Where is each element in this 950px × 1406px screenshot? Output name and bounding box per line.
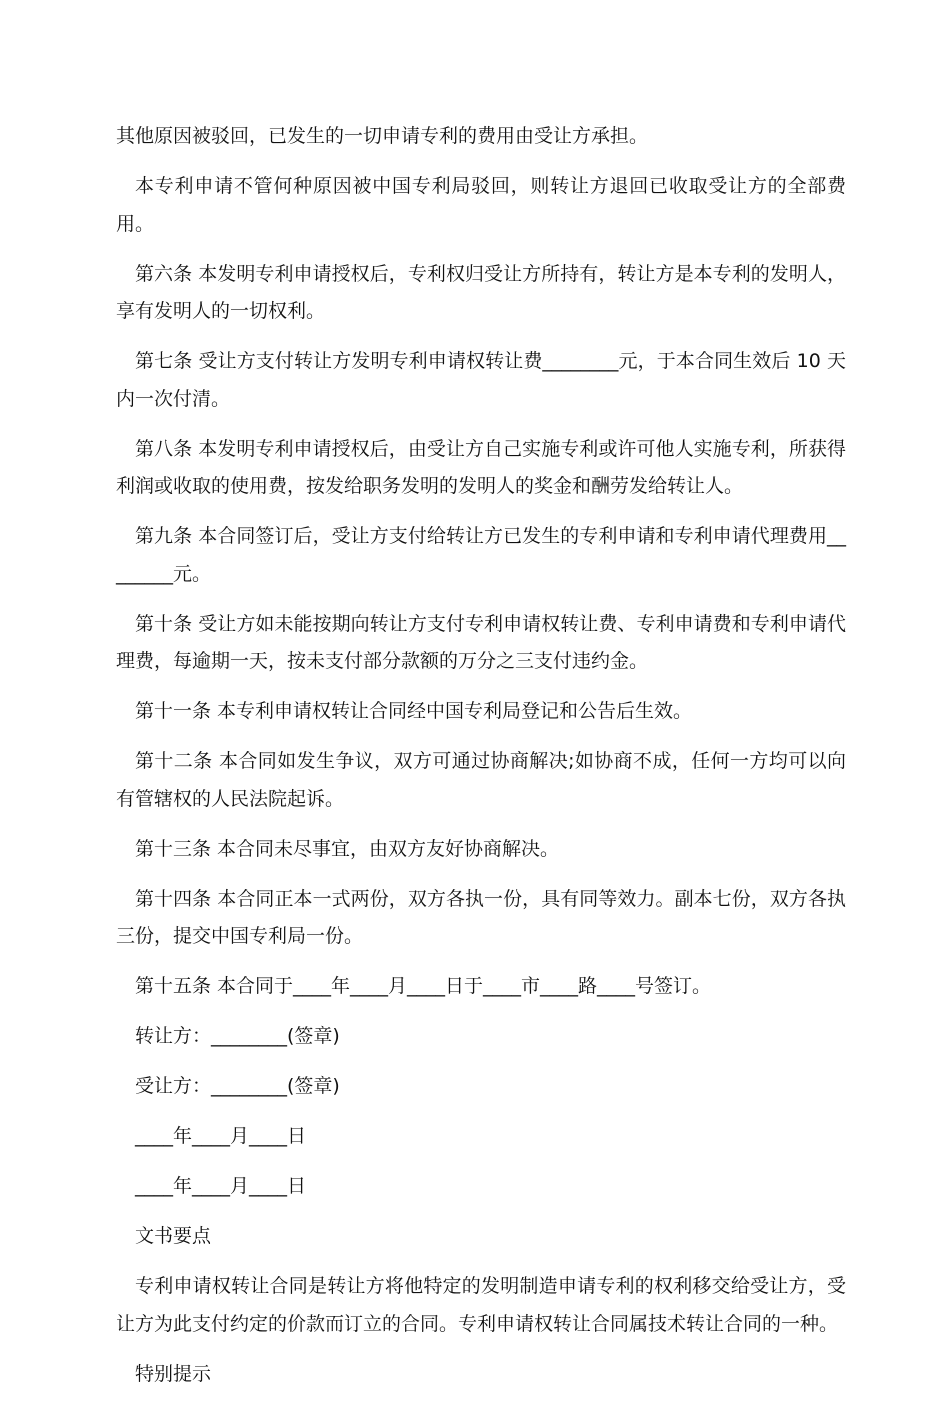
article-14: 第十四条 本合同正本一式两份，双方各执一份，具有同等效力。副本七份，双方各执三份，提交中国专利局一份。: [116, 887, 846, 947]
signature-date-1: ____年____月____日: [135, 1125, 307, 1147]
signature-date-2: ____年____月____日: [135, 1175, 307, 1197]
key-points-heading: 文书要点: [135, 1225, 212, 1247]
article-6: 第六条 本发明专利申请授权后，专利权归受让方所持有，转让方是本专利的发明人，享有发明人的一切权利。: [116, 262, 846, 322]
document-body: [116, 118, 846, 1406]
article-13: 第十三条 本合同未尽事宜，由双方友好协商解决。: [135, 837, 560, 860]
article-8: 第八条 本发明专利申请授权后，由受让方自己实施专利或许可他人实施专利，所获得利润或收取的使用费，按发给职务发明的发明人的奖金和酬劳发给转让人。: [116, 437, 846, 497]
paragraph-rejection-refund: 本专利申请不管何种原因被中国专利局驳回，则转让方退回已收取受让方的全部费用。: [116, 175, 846, 235]
article-9: 第九条 本合同签订后，受让方支付给转让方已发生的专利申请和专利申请代理费用________元。: [116, 525, 846, 585]
article-15: 第十五条 本合同于____年____月____日于____市____路____号签订。: [135, 975, 712, 997]
article-12: 第十二条 本合同如发生争议，双方可通过协商解决;如协商不成，任何一方均可以向有管辖权的人民法院起诉。: [116, 750, 846, 810]
article-10: 第十条 受让方如未能按期向转让方支付专利申请权转让费、专利申请费和专利申请代理费，每逾期一天，按未支付部分款额的万分之三支付违约金。: [116, 612, 846, 672]
paragraph-continuation: 其他原因被驳回，已发生的一切申请专利的费用由受让方承担。: [116, 125, 649, 147]
signature-transferee: 受让方：________(签章): [135, 1075, 340, 1097]
article-11: 第十一条 本专利申请权转让合同经中国专利局登记和公告后生效。: [135, 700, 693, 722]
key-points-text: 专利申请权转让合同是转让方将他特定的发明制造申请专利的权利移交给受让方，受让方为此支付约定的价款而订立的合同。专利申请权转让合同属技术转让合同的一种。: [116, 1275, 846, 1335]
special-tips-heading: 特别提示: [135, 1362, 212, 1385]
signature-transferor: 转让方：________(签章): [135, 1025, 340, 1047]
article-7: 第七条 受让方支付转让方发明专利申请权转让费________元，于本合同生效后 10 天内一次付清。: [116, 350, 846, 410]
